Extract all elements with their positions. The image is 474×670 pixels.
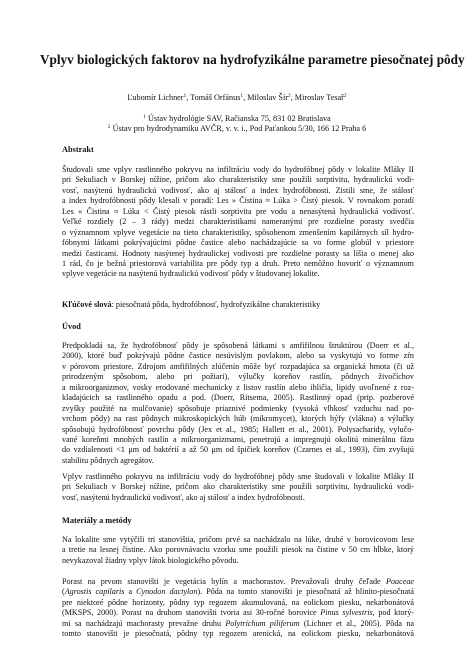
text-line: stabilitu pôdnych agregátov. (62, 455, 154, 465)
author-name: Ľubomír Lichner (127, 93, 184, 102)
affiliation (40, 124, 434, 133)
text-line: pre niektoré pôdne horizonty, pôdny typ regozem akumulovaná, na eolickom piesku, nekarbonátová (62, 597, 414, 607)
text-line: Porast na prvom stanovišti je vegetácia bylín a machorastov. Prevažovali druhy čeľade Poaceae (62, 577, 414, 586)
author-affiliation-mark: 2 (343, 93, 347, 99)
text-line: prirodzeným spôsobom, alebo pri požiari), výlučky koreňov rastlín, pôdnych živočíchov (62, 372, 414, 382)
text-line: Na lokalite sme vytýčili tri stanovištia, pričom prvé sa nachádzalo na lúke, druhé v borovicovom lese (62, 535, 414, 544)
text-line: Veľké rozdiely (2 – 3 rády) medzi charakteristikami nameranými pre rozdielne porasty svedčia (62, 217, 414, 227)
affiliation-text: Ústav pro hydrodynamiku AVČR, v. v. i., Pod Paťankou 5/30, 166 12 Praha 6 (112, 124, 367, 133)
section-heading-intro: Úvod (62, 322, 81, 331)
text-line: vané koreňmi mnohých rastlín a mikroorganizmami, penetrujú a impregnujú okolitú minerálnu fázu (62, 434, 414, 444)
text-line: (MKSPS, 2000). Porast na druhom stanovišti tvoria asi 30-ročné borovice Pinus sylvestris, pod ktorý- (62, 608, 414, 618)
text-line: vrchom pôdy) na rast pôdnych mikroskopických húb (mikromycet), ktorých hýfy (vlákna) a výlučky (62, 414, 414, 424)
text-line: vosť, nasýtenú hydraulickú vodivosť, ako aj stálosť a index hydrofóbnosti. Zistili sme, že stálosť (62, 185, 414, 195)
author-affiliation-mark: 1 (183, 93, 187, 99)
text-line: v pórovom priestore. Zdrojom amfifilných zlúčenín môže byť rozpadajúca sa organická hmota (či už (62, 361, 414, 371)
affiliation-text: Ústav hydrológie SAV, Račianska 75, 831 02 Bratislava (148, 114, 331, 123)
text-line: mi sa nachádzajú machorasty prevažne druhu Polytrichum piliferum (Lichner et al., 2005). Pôda na (62, 618, 414, 628)
text-line: medzi časticami. Hodnoty nasýtenej hydraulickej vodivosti pre rozdielne porasty sa líšia o menej ako (62, 248, 414, 258)
author-affiliation-mark: 2 (287, 93, 291, 99)
text-line: zvyšky použité na mulčovanie) spôsobuje priaznivé podmienky (vysoká vlhkosť vzduchu nad po- (62, 403, 414, 413)
keywords-text: : piesočnatá pôda, hydrofóbnosť, hydrofyzikálne charakteristiky (111, 300, 321, 309)
keywords (62, 300, 320, 309)
affiliation-mark: 1 (143, 114, 146, 120)
text-line: a mikroorganizmov, vosky erodované mechanicky z listov rastlín alebo ihličia, lipidy uvoľnené z roz- (62, 382, 414, 392)
abstract-paragraph (62, 165, 414, 280)
text-line: a tretie na lesnej čistine. Ako porovnávaciu vzorku sme použili piesok na čistine v 50 cm hĺbke, ktorý (62, 545, 414, 555)
affiliation (40, 114, 434, 123)
text-line: tomto stanovišti je piesočnatá, pôdny typ regozem arenická, na eolickom piesku, nekarbonátová (62, 629, 414, 639)
author-affiliation-mark: 1 (240, 93, 244, 99)
text-line: pri Sekuliach v Borskej nížine, pričom ako charakteristiky sme použili sorptivitu, hydraulickú vodi- (62, 482, 414, 492)
keywords-label: Kľúčové slová (62, 300, 112, 309)
methods-paragraph-1 (62, 535, 414, 566)
text-line: kladajúcich sa rastlinného opadu a pod. (Doerr, Ritsema, 2005). Rastlinný opad (prip. pozberové (62, 393, 414, 403)
text-line: (Agrostis capilaris a Cynodon dactylon). Pôda na tomto stanovišti je piesočnatá až hlinito-piesočnatá (62, 587, 414, 597)
text-line: 2000), ktoré buď pokrývajú pôdne častice nesúvislým povlakom, alebo sa vyskytujú vo forme zŕn (62, 351, 414, 361)
affiliation-mark: 2 (107, 124, 111, 130)
author-name: Tomáš Orfánus (190, 93, 241, 102)
text-line: nevykazoval žiadny vplyv látok biologického pôvodu. (62, 555, 239, 565)
methods-paragraph-2 (62, 577, 414, 640)
text-line: fóbnymi látkami pokrývajúcimi pôdne častice alebo nachádzajúcie sa vo forme globúl v priestore (62, 238, 414, 248)
text-line: o významnom vplyve vegetácie na tieto charakteristiky, spôsobenom zmenšením kapilárnych síl hydro- (62, 227, 414, 237)
text-line: Predpokladá sa, že hydrofóbnosť pôdy je spôsobená látkami s amfifilnou štruktúrou (Doerr et al., (62, 341, 414, 350)
author-name: Miloslav Šír (247, 93, 288, 102)
text-line: Les « Čistina ≈ Lúka < Čistý piesok rástli sorptivita pre vodu a nenasýtená hydraulická vodivosť. (62, 206, 414, 216)
author-name: Miroslav Tesař (294, 93, 344, 102)
text-line: vosť, nasýtenú hydraulickú vodivosť, ako aj stálosť a index hydrofóbnosti. (62, 492, 305, 502)
text-line: spôsobujú hydrofóbnosť povrchu pôdy (Jex et al., 1985; Hallett et al., 2001). Polysacharidy, vylučo- (62, 424, 414, 434)
author-list: Ľubomír Lichner$^1$, Tomáš Orfánus$^1$, Miloslav Šír$^2$, Miroslav Tesař$^2$ (127, 93, 347, 102)
text-line: vplyve vegetácie na nasýtenú hydraulickú vodivosť pôdy v študovanej lokalite. (62, 269, 320, 279)
text-line: a index hydrofóbnosti pôdy klesali v poradí: Les » Čistina ≈ Lúka > Čistý piesok. V rovnakom poradí (62, 196, 414, 206)
section-heading-methods: Materiály a metódy (62, 516, 132, 525)
text-line: do vzdialenosti <1 μm od baktérií a až 50 μm od špičiek koreňov (Czarnes et al., 1993), čím zvyšujú (62, 445, 414, 455)
paper-title: Vplyv biologických faktorov na hydrofyzikálne parametre piesočnatej pôdy (40, 52, 465, 67)
text-line: pri Sekuliach v Borskej nížine, pričom ako charakteristiky sme použili sorptivitu, hydraulickú vodi- (62, 175, 414, 185)
text-line: Vplyv rastlinného pokryvu na infiltráciu vody do hydrofóbnej pôdy sme študovali v lokalite Mláky II (62, 472, 414, 481)
intro-paragraph-2 (62, 472, 414, 503)
intro-paragraph-1 (62, 341, 414, 466)
section-heading-abstract: Abstrakt (62, 145, 94, 154)
text-line: 1 rád, čo je bežná priestorová variabilita pre pôdy typ a druh. Preto nemôžno hovoriť o významnom (62, 258, 414, 268)
text-line: Študovali sme vplyv rastlinného pokryvu na infiltráciu vody do hydrofóbnej pôdy v lokalite Mláky II (62, 165, 414, 174)
